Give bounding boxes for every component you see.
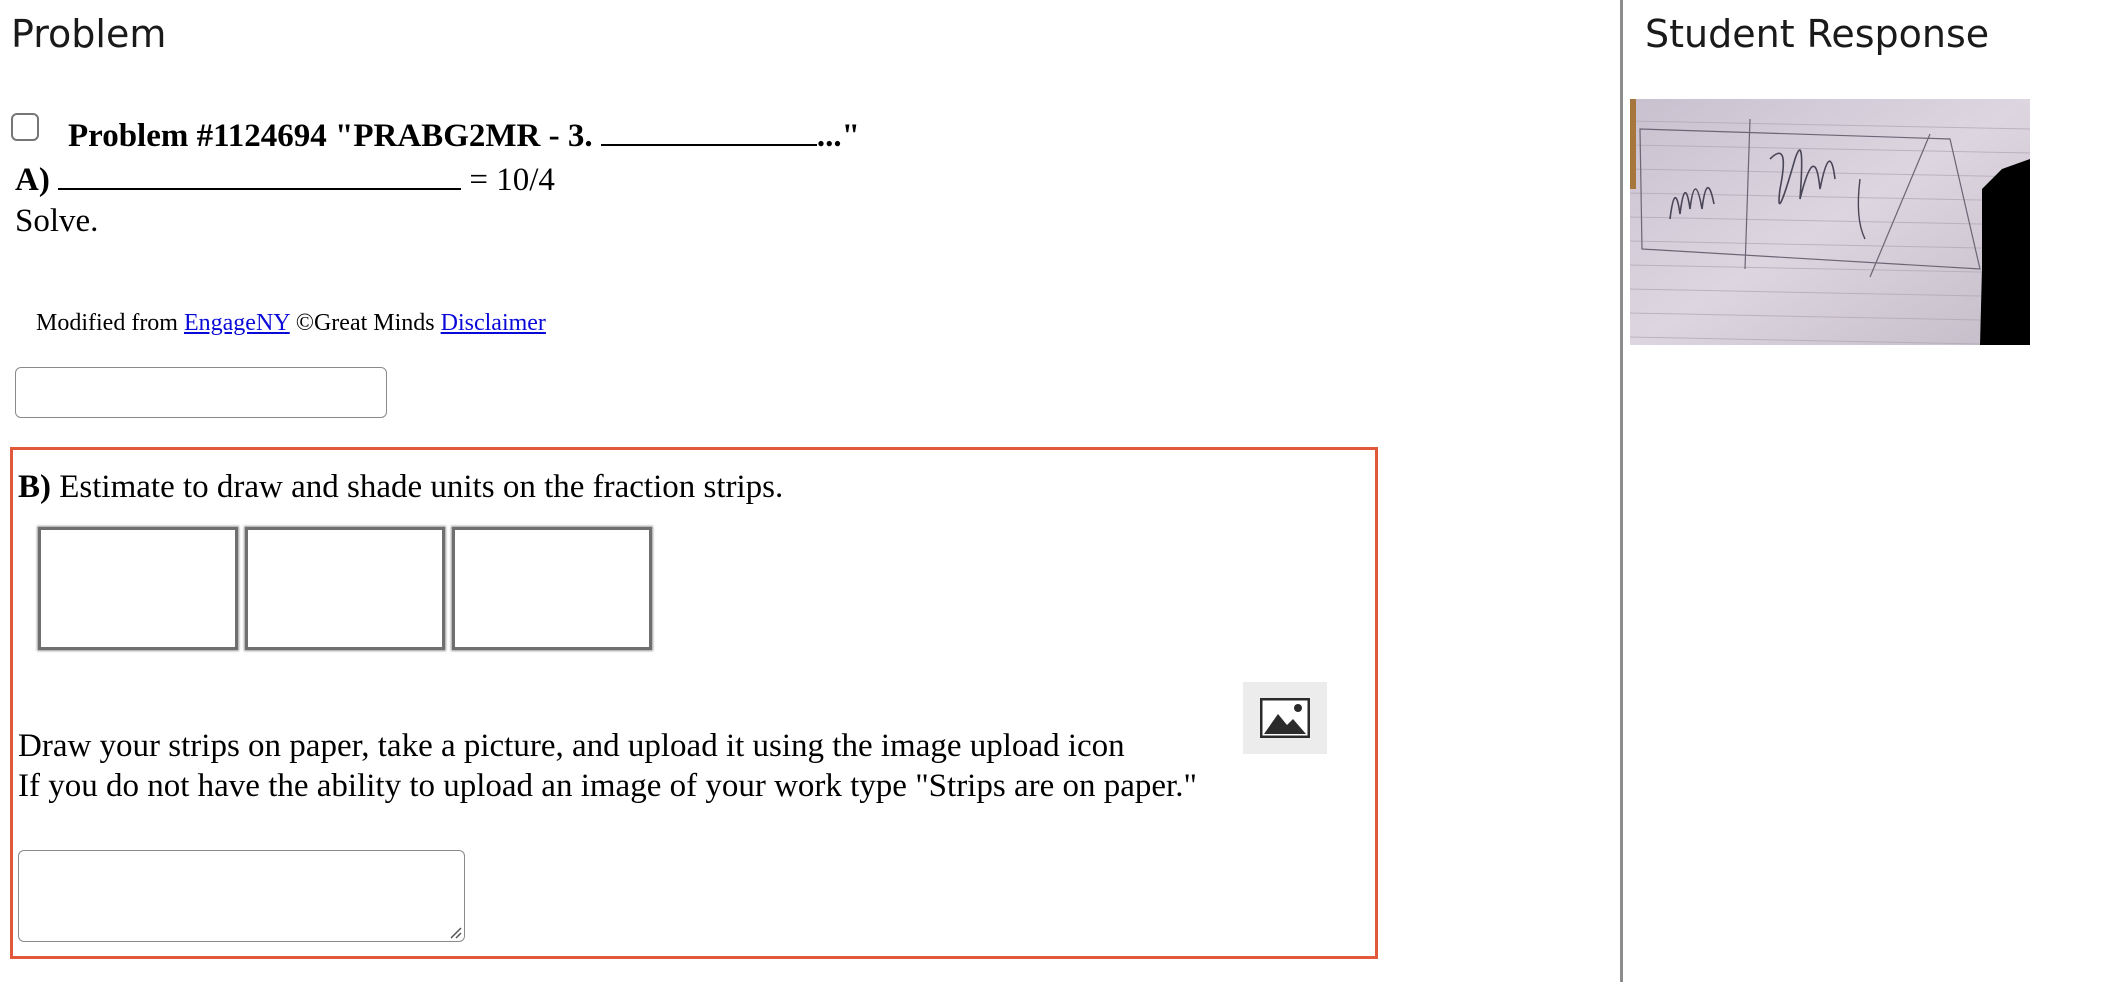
attribution-middle: ©Great Minds	[289, 310, 441, 336]
engageny-link[interactable]: EngageNY	[183, 310, 290, 336]
problem-heading	[68, 116, 860, 156]
fraction-strip-cell	[38, 527, 238, 650]
attribution	[36, 308, 546, 338]
part-b-response-textarea[interactable]	[18, 850, 465, 942]
part-b-label: B)	[18, 469, 51, 505]
part-b-prompt	[18, 467, 783, 507]
fraction-strips	[38, 527, 652, 650]
part-a-instruction: Solve.	[15, 203, 99, 239]
problem-pane-title: Problem	[11, 12, 167, 56]
heading-blank	[601, 144, 817, 146]
part-b-text: Estimate to draw and shade units on the fraction strips.	[51, 469, 784, 505]
upload-instruction: Draw your strips on paper, take a picture, and upload it using the image upload icon	[18, 728, 1125, 764]
student-response-pane	[1623, 0, 2122, 982]
student-response-title: Student Response	[1645, 12, 1990, 56]
no-upload-instruction: If you do not have the ability to upload an image of your work type "Strips are on paper."	[18, 768, 1197, 804]
resize-grip-icon[interactable]	[448, 925, 462, 939]
student-response-photo	[1630, 99, 2030, 345]
problem-heading-prefix: Problem #1124694 "PRABG2MR - 3.	[68, 118, 601, 154]
part-a-equation: = 10/4	[469, 162, 555, 198]
part-a-answer-input[interactable]	[15, 367, 387, 418]
attribution-prefix: Modified from	[36, 310, 184, 336]
fraction-strip-cell	[245, 527, 445, 650]
part-a-label: A)	[15, 162, 50, 198]
fraction-strip-cell	[452, 527, 652, 650]
disclaimer-link[interactable]: Disclaimer	[440, 310, 546, 336]
problem-select-checkbox[interactable]	[11, 113, 39, 141]
part-a-blank	[58, 188, 461, 190]
problem-heading-suffix: ..."	[816, 118, 860, 154]
part-b-section	[10, 447, 1378, 959]
image-upload-icon	[1243, 682, 1327, 754]
part-a-line	[15, 160, 555, 200]
